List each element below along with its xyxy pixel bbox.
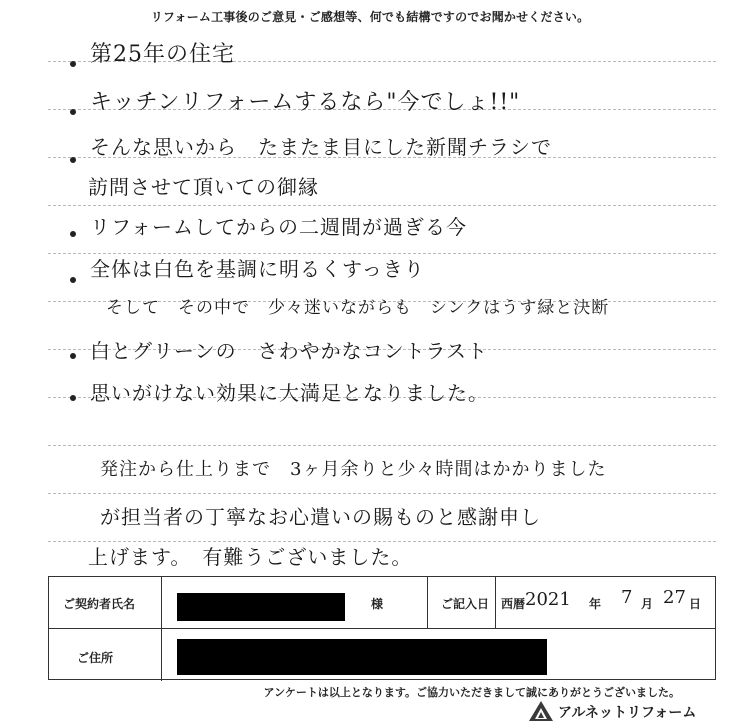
bullet-icon — [70, 61, 76, 67]
year-value: 2021 — [525, 589, 571, 610]
form-column-divider — [495, 577, 496, 628]
arnet-logo-icon — [528, 700, 554, 722]
comment-line-1: 第25年の住宅 — [90, 42, 235, 67]
comment-line-4: 訪問させて頂いての御縁 — [88, 175, 319, 199]
bullet-icon — [70, 395, 76, 401]
comment-line-6: 全体は白色を基調に明るくすっきり — [90, 257, 425, 281]
bullet-icon — [70, 353, 76, 359]
form-column-divider — [161, 577, 162, 681]
customer-info-form — [48, 576, 716, 680]
redacted-address — [177, 639, 547, 675]
name-label: ご契約者氏名 — [63, 597, 136, 611]
month-value: 7 — [621, 587, 633, 608]
month-unit: 月 — [641, 597, 654, 611]
form-column-divider — [427, 577, 428, 628]
comment-line-12: 上げます。 有難うございました。 — [88, 545, 413, 569]
company-logo-text: アルネットリフォーム — [558, 704, 697, 720]
comment-line-10: 発注から仕上りまで 3ヶ月余りと少々時間はかかりました — [100, 459, 607, 480]
comment-sheet — [48, 27, 716, 575]
day-unit: 日 — [689, 597, 702, 611]
comment-line-9: 思いがけない効果に大満足となりました。 — [90, 381, 489, 405]
ruled-line — [48, 205, 716, 206]
address-label: ご住所 — [77, 651, 114, 665]
redacted-name — [177, 593, 345, 621]
comment-line-11: が担当者の丁寧なお心遣いの賜ものと感謝申し — [100, 505, 541, 529]
footer-note: アンケートは以上となります。ご協力いただきまして誠にありがとうございました。 — [263, 686, 680, 699]
bullet-icon — [70, 277, 76, 283]
ruled-line — [48, 493, 716, 494]
comment-line-8: 白とグリーンの さわやかなコントラスト — [90, 339, 488, 363]
bullet-icon — [70, 157, 76, 163]
form-row-divider — [49, 628, 715, 629]
comment-line-7: そして その中で 少々迷いながらも シンクはうす緑と決断 — [106, 298, 610, 318]
bullet-icon — [70, 231, 76, 237]
ruled-line — [48, 445, 716, 446]
comment-line-5: リフォームしてからの二週間が過ぎる今 — [90, 215, 467, 239]
era-label: 西暦 — [501, 597, 526, 611]
day-value: 27 — [663, 587, 686, 608]
date-label: ご記入日 — [441, 597, 490, 611]
comment-line-2: キッチンリフォームするなら"今でしょ!!" — [90, 90, 521, 115]
comment-line-3: そんな思いから たまたま目にした新聞チラシで — [90, 135, 552, 159]
year-unit: 年 — [589, 597, 602, 611]
honorific-label: 様 — [371, 597, 384, 611]
survey-header: リフォーム工事後のご意見・ご感想等、何でも結構ですのでお聞かせください。 — [150, 10, 590, 24]
bullet-icon — [70, 109, 76, 115]
